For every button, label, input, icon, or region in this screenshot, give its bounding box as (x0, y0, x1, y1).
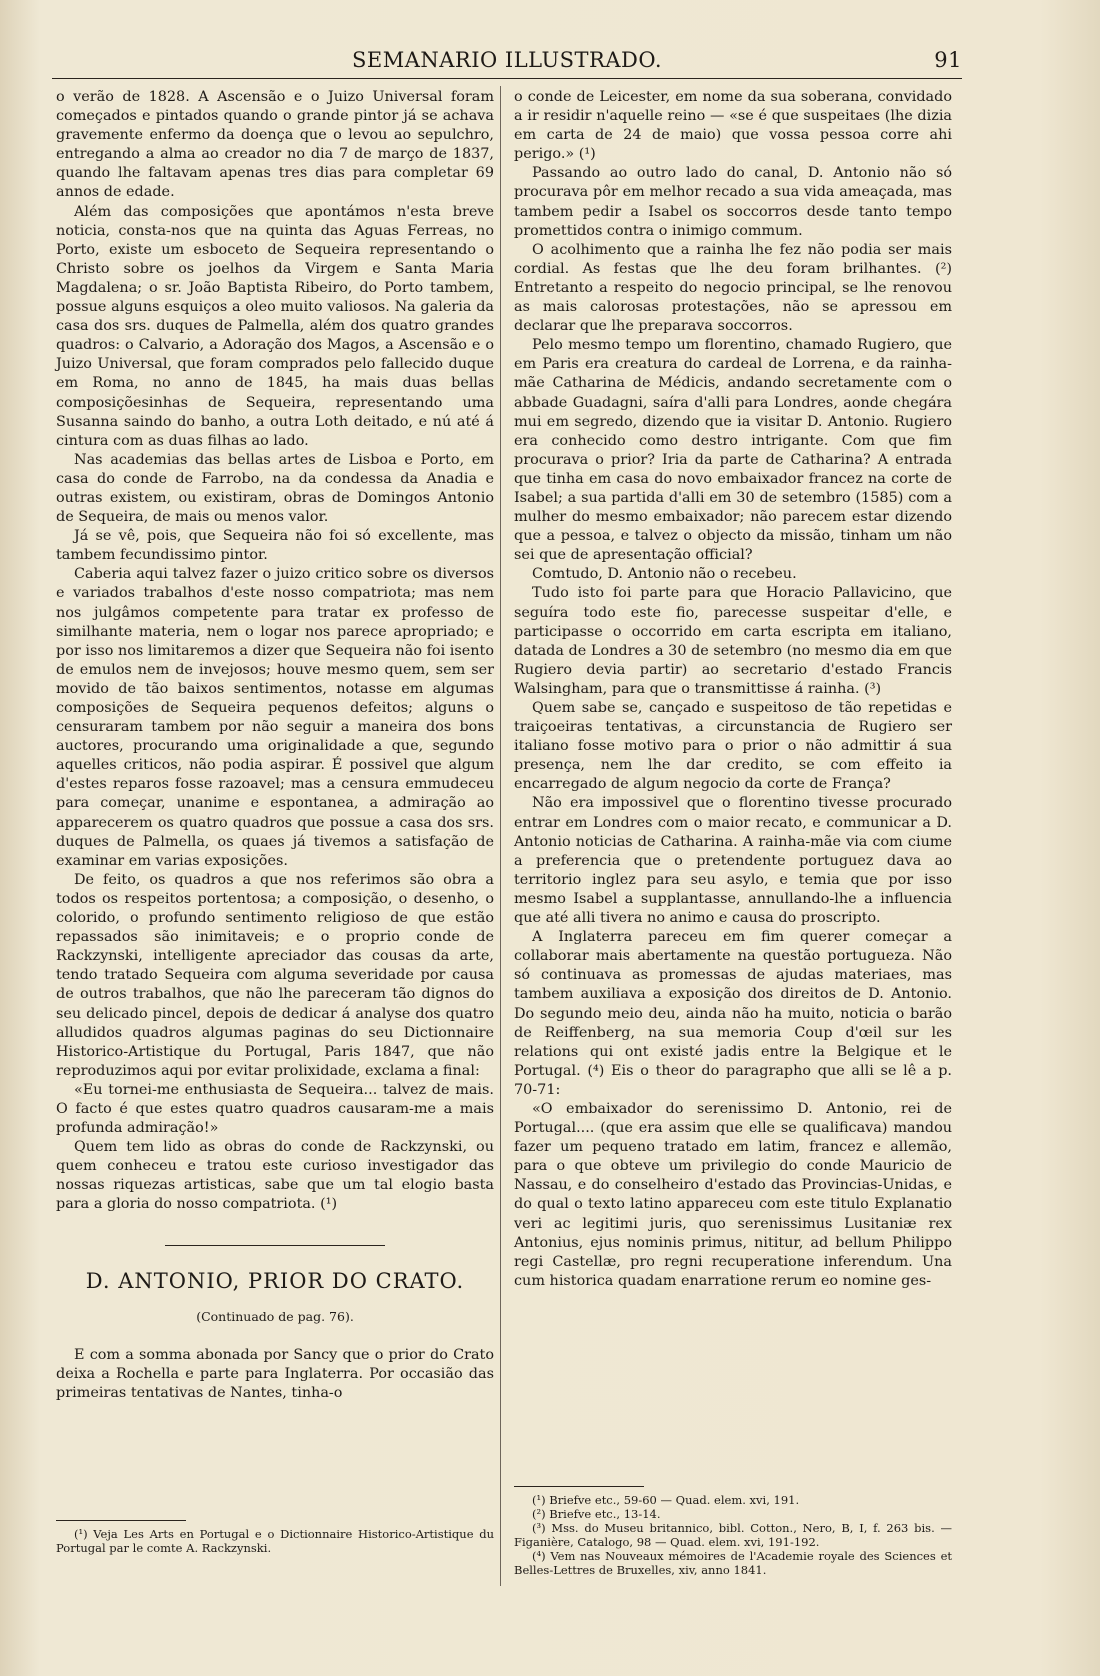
quotation: «Eu tornei-me enthusiasta de Sequeira... talvez de mais. O facto é que estes quatro quadros causaram-me a mais profunda admiração!» (56, 1081, 494, 1137)
page-header (52, 40, 962, 80)
paragraph: Passando ao outro lado do canal, D. Antonio não só procurava pôr em melhor recado a sua vida ameaçada, mas tambem pedir a Isabel os soccorros desde tanto tempo promettidos contra o inimigo commum. (514, 165, 952, 239)
left-column (56, 88, 494, 1593)
page-number: 91 (934, 48, 962, 72)
footnotes (56, 1510, 494, 1555)
paragraph: Caberia aqui talvez fazer o juizo critico sobre os diversos e variados trabalhos d'este nosso compatriota; mas nem nos julgâmos competente para tratar ex professo de similhante materia, nem o logar nos parece apropriado; e por isso nos limitaremos a dizer que Sequeira não foi isento de emulos nem de invejosos; houve mesmo quem, sem ser movido de tão baixos sentimentos, notasse em algumas composições de Sequeira pequenos defeitos; alguns o censuraram tambem por não seguir a maneira dos bons auctores, procurando uma originalidade a que, segundo aquelles criticos, não podia aspirar. É possivel que algum d'estes reparos fosse razoavel; mas a censura emmudeceu para começar, unanime e espontanea, a admiração ao apparecerem os quatro quadros que possue a casa dos srs. duques de Palmella, os quaes já tivemos a satisfação de examinar em varias exposições. (56, 566, 494, 869)
running-title: SEMANARIO ILLUSTRADO. (351, 48, 663, 72)
paragraph: o conde de Leicester, em nome da sua soberana, convidado a ir residir n'aquelle reino — «se é que suspeitaes (lhe dizia em carta de 24 de maio) que vossa pessoa corre ahi perigo.» (¹) (514, 89, 952, 163)
footnote: (²) Briefve etc., 13-14. (532, 1507, 661, 1521)
quotation: «O embaixador do serenissimo D. Antonio, rei de Portugal.... (que era assim que elle se qualificava) mandou fazer um pequeno tratado em latim, francez e allemão, para o que obteve um privilegio do conde Mauricio de Nassau, e do conselheiro d'estado das Provincias-Unidas, e do qual o texto latino appareceu com este titulo Explanatio veri ac legitimi juris, quo serenissimus Lusitaniæ rex Antonius, ejus nominis primus, nititur, ad bellum Philippo regi Castellæ, pro regni recuperatione inferendum. Una cum historica quadam enarratione rerum eo nomine ges- (514, 1100, 952, 1289)
footnote: (⁴) Vem nas Nouveaux mémoires de l'Academie royale des Sciences et Belles-Lettres de Bruxelles, xiv, anno 1841. (514, 1549, 952, 1577)
section-title: D. ANTONIO, PRIOR DO CRATO. (85, 1268, 465, 1293)
footnote: (¹) Veja Les Arts en Portugal e o Dictionnaire Historico-Artistique du Portugal par le comte A. Rackzynski. (56, 1527, 494, 1555)
paragraph: Tudo isto foi parte para que Horacio Pallavicino, que seguíra todo este fio, parecesse suspeitar d'elle, e participasse o occorrido em carta escripta em italiano, datada de Londres a 30 de setembro (no mesmo dia em que Rugiero devia partir) ao secretario d'estado Francis Walsingham, para que o transmittisse á rainha. (³) (514, 585, 952, 697)
paragraph: Quem sabe se, cançado e suspeitoso de tão repetidas e traiçoeiras tentativas, a circunstancia de Rugiero ser italiano fosse motivo para o prior o não admittir á sua presença, nem lhe dar credito, se com effeito ia encarregado de algum negocio da corte de França? (514, 700, 952, 793)
paragraph: A Inglaterra pareceu em fim querer começar a collaborar mais abertamente na questão portugueza. Não só continuava as promessas de ajudas materiaes, mas tambem auxiliava a exposição dos direitos de D. Antonio. Do segundo meio deu, ainda não ha muito, noticia o barão de Reiffenberg, na sua memoria Coup d'œil sur les relations qui ont existé jadis entre la Belgique et le Portugal. (⁴) Eis o theor do paragrapho que alli se lê a p. 70-71: (514, 929, 952, 1098)
column-divider (500, 86, 501, 1586)
paragraph: E com a somma abonada por Sancy que o prior do Crato deixa a Rochella e parte para Inglaterra. Por occasião das primeiras tentativas de Nantes, tinha-o (56, 1346, 494, 1401)
paragraph: Além das composições que apontámos n'esta breve noticia, consta-nos que na quinta das Aguas Ferreas, no Porto, existe um esboceto de Sequeira representando o Christo sobre os joelhos da Virgem e Santa Maria Magdalena; o sr. João Baptista Ribeiro, do Porto tambem, possue alguns esquiços a oleo muito valiosos. Na galeria da casa dos srs. duques de Palmella, além dos quatro grandes quadros: o Calvario, a Adoração dos Magos, a Ascensão e o Juizo Universal, que foram comprados pelo fallecido duque em Roma, no anno de 1845, ha mais duas bellas composiçõesinhas de Sequeira, representando uma Susanna saindo do banho, a outra Loth deitado, e nú até á cintura com as duas filhas ao lado. (56, 203, 494, 449)
header-rule (52, 78, 962, 79)
section-subtitle: (Continuado de pag. 76). (196, 1308, 354, 1324)
paragraph: O acolhimento que a rainha lhe fez não podia ser mais cordial. As festas que lhe deu foram brilhantes. (²) Entretanto a respeito do negocio principal, se lhe renovou as mais calorosas protestações, não se apressou em declarar que lhe preparava soccorros. (514, 241, 952, 335)
paragraph: De feito, os quadros a que nos referimos são obra a todos os respeitos portentosa; a composição, o desenho, o colorido, o profundo sentimento religioso de que estão repassados são inimitaveis; e o proprio conde de Rackzynski, intelligente apreciador das cousas da arte, tendo tratado Sequeira com alguma severidade por causa de outros trabalhos, que não lhe pareceram tão dignos do seu delicado pincel, depois de dedicar á analyse dos quatro alludidos quadros algumas paginas do seu Dictionnaire Historico-Artistique du Portugal, Paris 1847, que não reproduzimos aqui por evitar prolixidade, exclama a final: (56, 871, 494, 1079)
paragraph: o verão de 1828. A Ascensão e o Juizo Universal foram começados e pintados quando o grande pintor já se achava gravemente enfermo da doença que o levou ao sepulchro, entregando a alma ao creador no dia 7 de março de 1837, quando lhe faltavam apenas tres dias para completar 69 annos de edade. (56, 89, 494, 201)
footnote: (¹) Briefve etc., 59-60 — Quad. elem. xvi, 191. (532, 1493, 800, 1507)
paragraph: Não era impossivel que o florentino tivesse procurado entrar em Londres com o maior recato, e communicar a D. Antonio noticias de Catharina. A rainha-mãe via com ciume a preferencia que o pretendente portuguez dava ao territorio inglez para seu asylo, e temia que por isso mesmo Isabel a supplantasse, annullando-lhe a influencia que até alli tivera no animo e causa do proscripto. (514, 795, 952, 927)
paragraph: Nas academias das bellas artes de Lisboa e Porto, em casa do conde de Farrobo, na da condessa da Anadia e outras existem, ou existiram, obras de Domingos Antonio de Sequeira, de mais ou menos valor. (56, 451, 494, 526)
paragraph: Pelo mesmo tempo um florentino, chamado Rugiero, que em Paris era creatura do cardeal de Lorrena, e da rainha-mãe Catharina de Médicis, andando secretamente com o abbade Guadagni, saíra d'alli para Londres, aonde chegára mui em segredo, dizendo que ia visitar D. Antonio. Rugiero era conhecido como destro intrigante. Com que fim procurava o prior? Iria da parte de Catharina? A entrada que tinha em casa do novo embaixador francez na corte de Isabel; a sua partida d'alli em 30 de setembro (1585) com a mulher do mesmo embaixador; não parecem estar dizendo que a pessoa, e talvez o objecto da missão, tinham um não sei que de apresentação official? (514, 337, 952, 564)
section-rule (165, 1245, 385, 1246)
right-column (514, 88, 952, 1577)
paragraph: Comtudo, D. Antonio não o recebeu. (532, 566, 797, 583)
paragraph: Quem tem lido as obras do conde de Rackzynski, ou quem conheceu e tratou este curioso investigador das nossas riquezas artisticas, sabe que um tal elogio basta para a gloria do nosso compatriota. (¹) (56, 1139, 494, 1213)
footnote: (³) Mss. do Museu britannico, bibl. Cotton., Nero, B, I, f. 263 bis. — Figanière, Catalogo, 98 — Quad. elem. xvi, 191-192. (514, 1521, 952, 1549)
footnote-rule (514, 1486, 644, 1487)
footnote-rule (56, 1520, 186, 1521)
paragraph: Já se vê, pois, que Sequeira não foi só excellente, mas tambem fecundissimo pintor. (56, 528, 494, 564)
footnotes (514, 1476, 952, 1577)
